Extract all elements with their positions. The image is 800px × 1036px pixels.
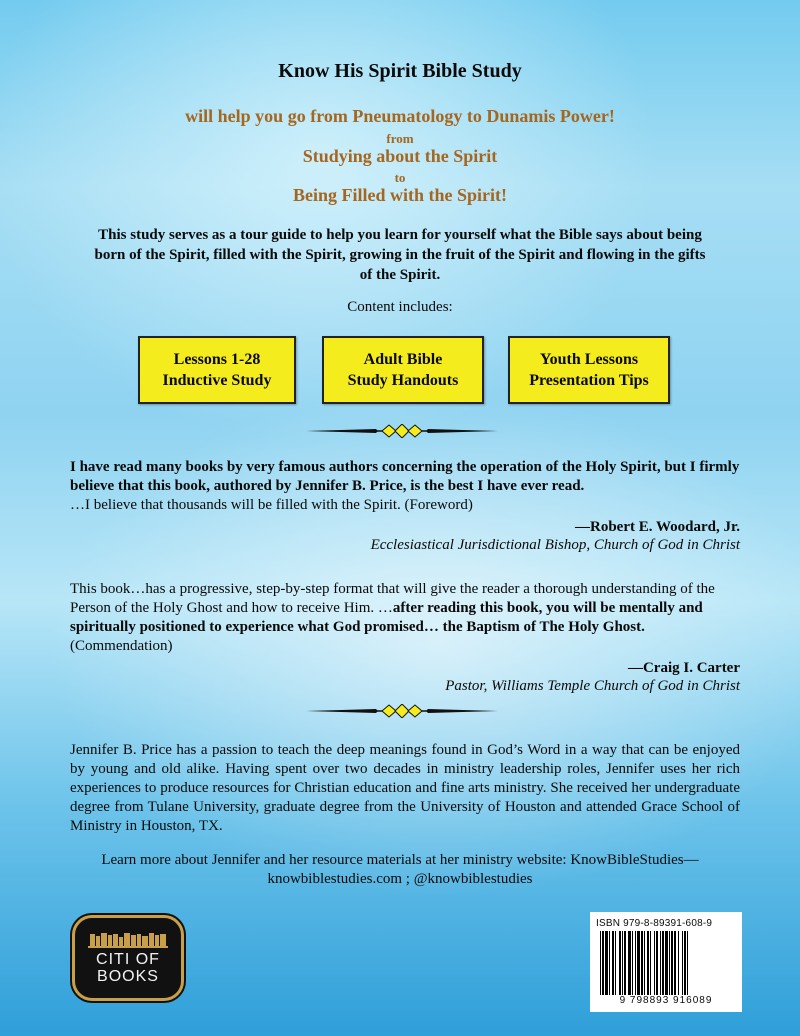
- tagline-line-1: will help you go from Pneumatology to Dunamis Power!: [185, 106, 615, 126]
- content-box-line: Presentation Tips: [529, 372, 649, 389]
- endorsement-carter: [70, 580, 740, 695]
- content-box-handouts: [322, 336, 484, 404]
- content-box-line: Youth Lessons: [539, 351, 639, 368]
- quote-plain-text: This book…has a progressive, step-by-step format that will give the reader a thorough understanding of the Person of the Holy Ghost and how to receive Him. …: [70, 581, 715, 616]
- publisher-logo: [72, 915, 184, 1001]
- quote-plain-text: …I believe that thousands will be filled with the Spirit. (Foreword): [70, 497, 473, 513]
- ornament-divider-icon: [306, 704, 498, 718]
- quote-bold-text: after reading this book, you will be mentally and spiritually positioned to experience what God promised… the Baptism of The Holy Ghost.: [70, 600, 703, 635]
- logo-text-line-1: CITI OF: [96, 950, 160, 968]
- endorsement-woodard: [70, 458, 740, 554]
- endorser-role: Pastor, Williams Temple Church of God in Christ: [445, 678, 740, 694]
- bookshelf-icon: [88, 932, 168, 948]
- content-box-line: Inductive Study: [162, 372, 272, 389]
- content-box-lessons: [138, 336, 296, 404]
- content-box-line: Adult Bible: [363, 351, 443, 368]
- intro-paragraph: This study serves as a tour guide to help you learn for yourself what the Bible says about being born of the Spirit, filled with the Spirit, growing in the fruit of the Spirit and flowing in the gifts of the Spirit.: [94, 227, 706, 283]
- learn-more-text: Learn more about Jennifer and her resource materials at her ministry website: KnowBibleStudies— knowbiblestudies.com ; @knowbiblestudies: [101, 852, 699, 887]
- tagline-line-5: Being Filled with the Spirit!: [292, 185, 507, 205]
- author-bio: Jennifer B. Price has a passion to teach the deep meanings found in God’s Word in a way that can be enjoyed by young and old alike. Having spent over two decades in ministry leadership roles, Jennifer uses her rich experiences to produce resources for Christian education and fine arts ministry. She received her undergraduate degree from Tulane University, graduate degree from the University of Houston and attended Grace School of Ministry in Houston, TX.: [70, 742, 740, 834]
- content-box-line: Study Handouts: [347, 372, 459, 389]
- content-box-youth: [508, 336, 670, 404]
- quote-bold-text: I have read many books by very famous authors concerning the operation of the Holy Spirit, but I firmly believe that this book, authored by Jennifer B. Price, is the best I have ever read.: [70, 459, 740, 494]
- barcode-icon: [596, 931, 736, 997]
- isbn-label: ISBN 979-8-89391-608-9: [596, 918, 713, 929]
- content-box-line: Lessons 1-28: [173, 351, 261, 368]
- isbn-barcode-box: [590, 912, 742, 1012]
- barcode-digits: 9 798893 916089: [619, 995, 713, 1006]
- book-title: Know His Spirit Bible Study: [278, 60, 522, 82]
- tagline-line-3: Studying about the Spirit: [302, 146, 498, 166]
- endorser-name: —Craig I. Carter: [627, 660, 740, 676]
- content-label: Content includes:: [347, 299, 453, 315]
- logo-text-line-2: BOOKS: [97, 967, 159, 985]
- tagline-line-4: to: [394, 170, 406, 185]
- quote-plain-text: (Commendation): [70, 638, 173, 654]
- endorser-role: Ecclesiastical Jurisdictional Bishop, Church of God in Christ: [370, 537, 740, 553]
- ornament-divider-icon: [306, 424, 498, 438]
- tagline-line-2: from: [386, 131, 414, 146]
- endorser-name: —Robert E. Woodard, Jr.: [574, 519, 740, 535]
